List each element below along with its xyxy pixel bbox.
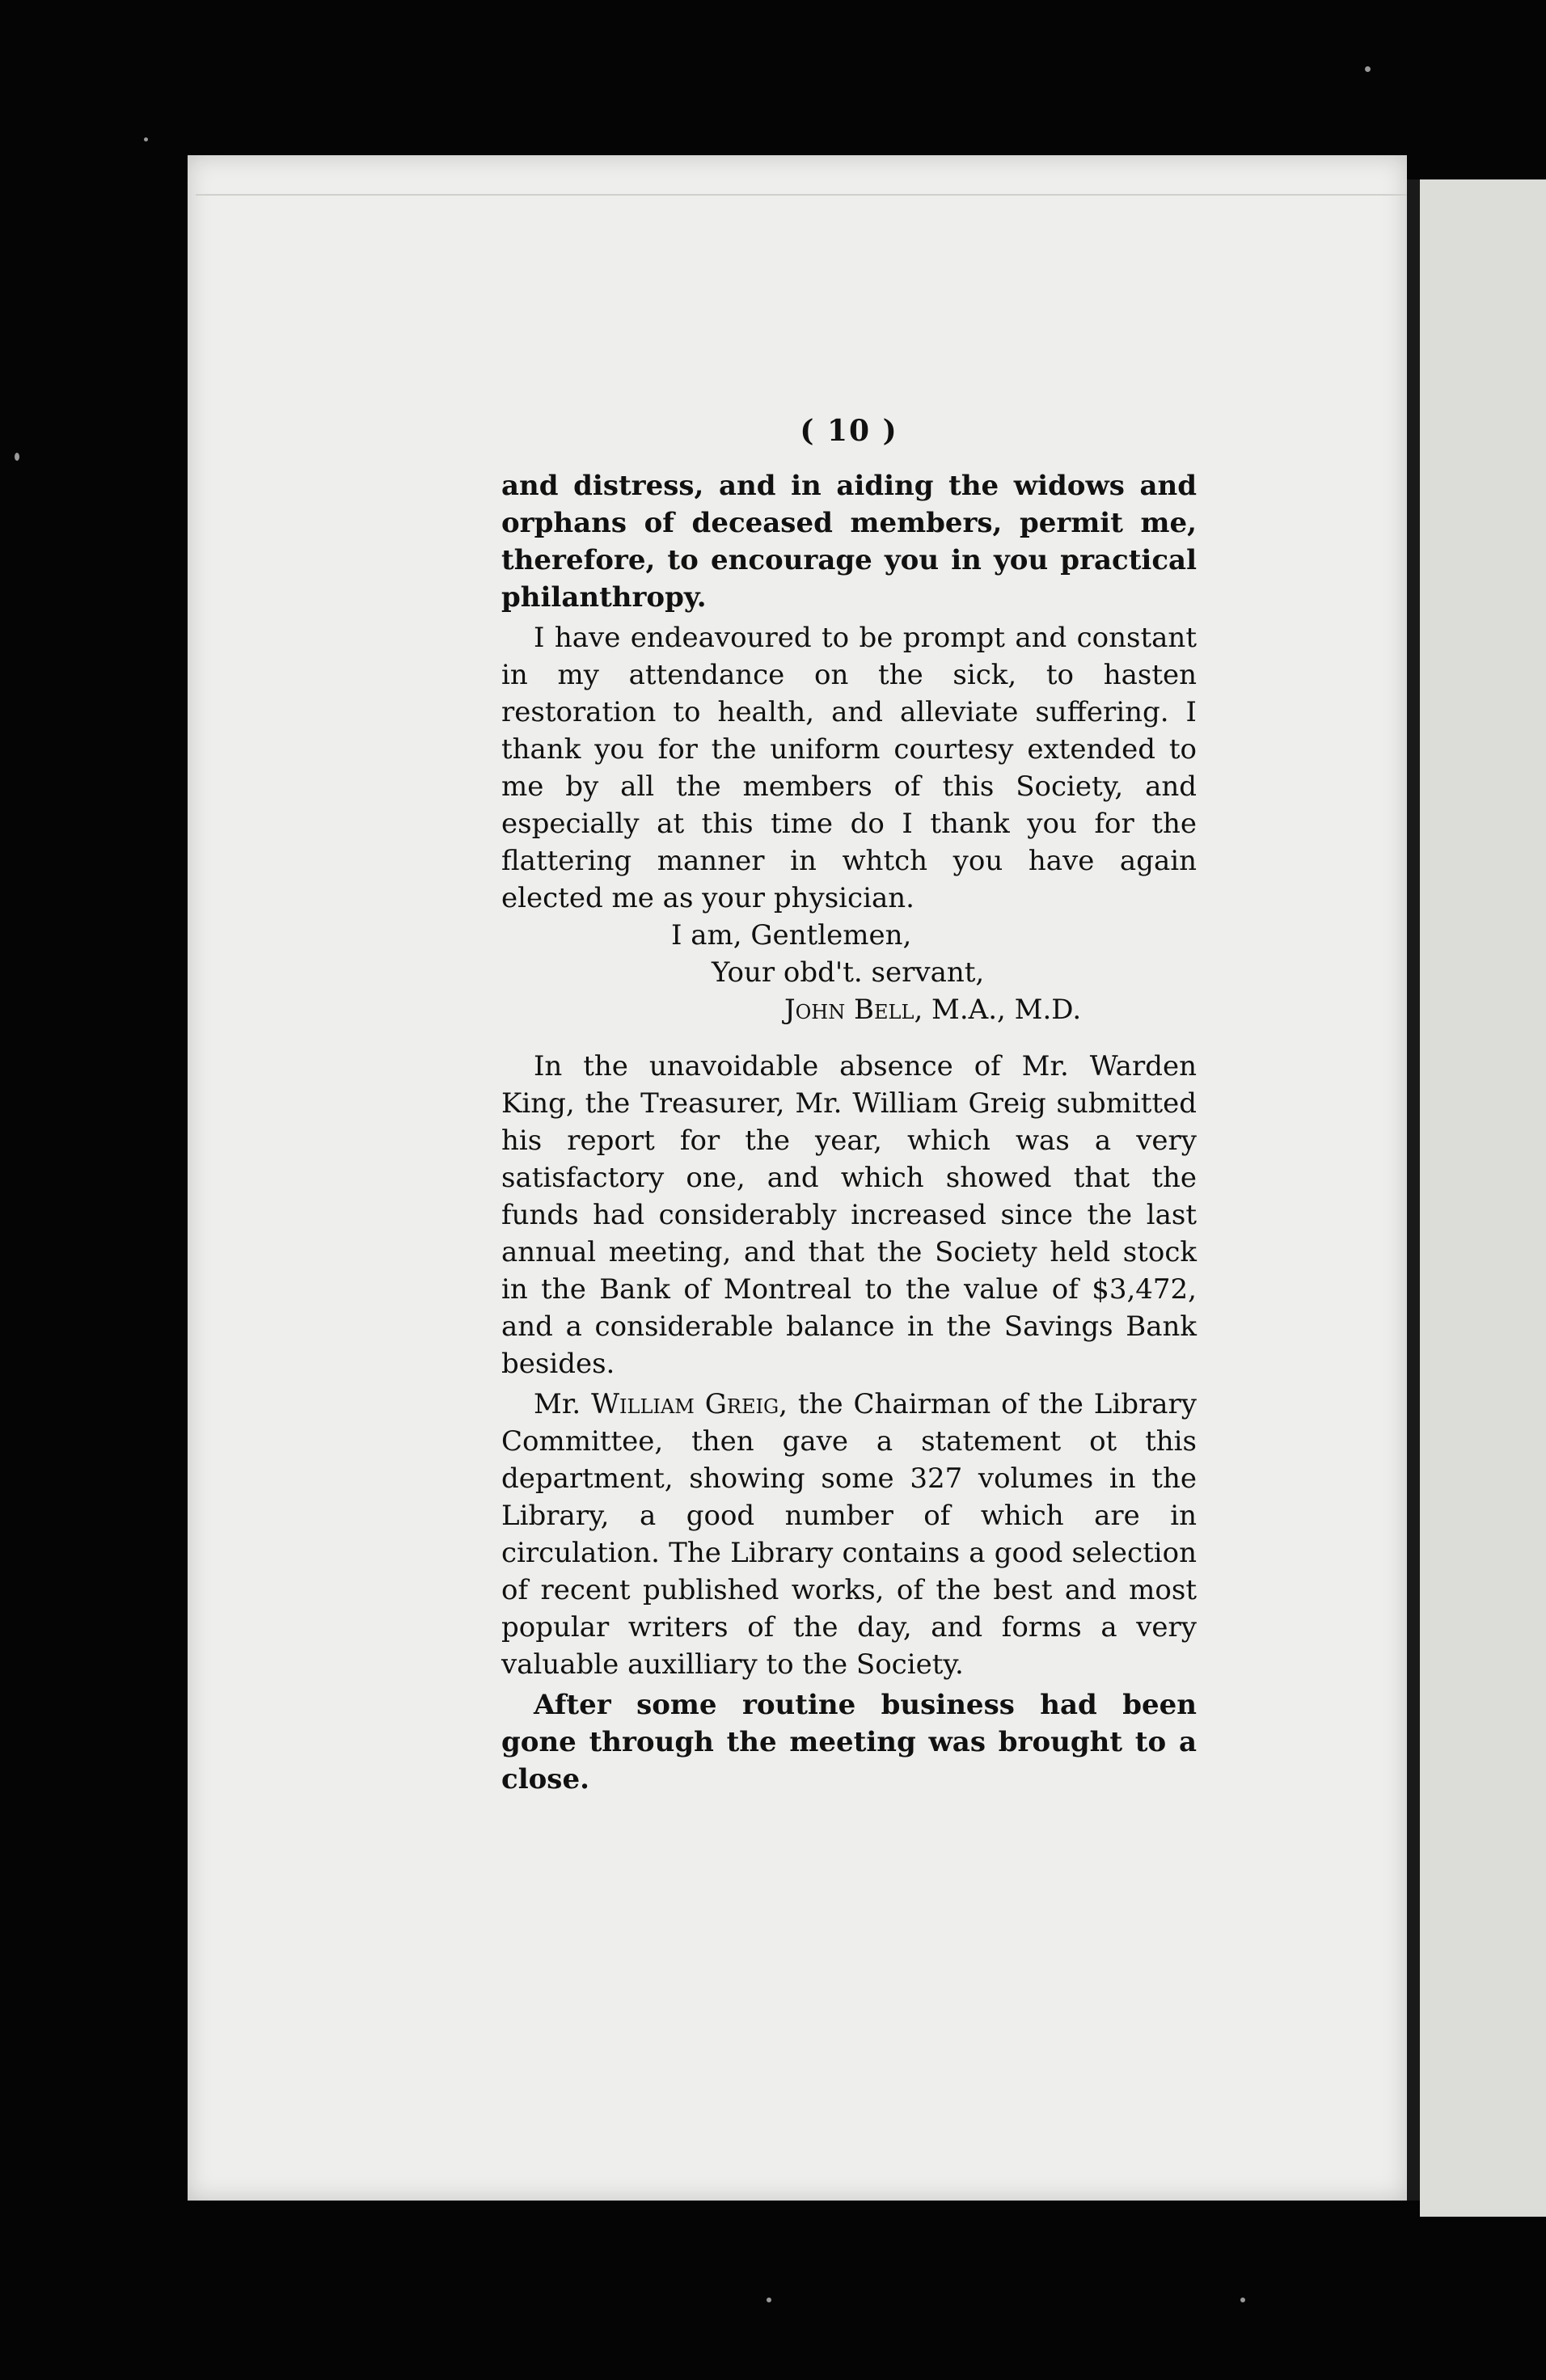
- scan-speck: [767, 2298, 771, 2302]
- scan-speck: [15, 453, 19, 461]
- book-spine-shadow: [1407, 179, 1420, 2201]
- paragraph-treasurer-report: In the unavoidable absence of Mr. Warden King, the Treasurer, Mr. William Greig submitted his report for the year, which was a very satisfactory one, and which showed that the funds had considerably increased since the last annual meeting, and that the Society held stock in the Bank of Montreal to the value of $3,472, and a considerable balance in the Savings Bank besides.: [501, 1050, 1197, 1380]
- signature: [501, 991, 1197, 1028]
- signature-name: John Bell: [784, 994, 915, 1026]
- scan-speck: [144, 137, 148, 141]
- section-spacer: [501, 1028, 1197, 1048]
- page-edge-line: [196, 194, 1407, 196]
- paragraph-continuation: and distress, and in aiding the widows and orphans of deceased members, permit me, therefore, to encourage you in you practical philanthropy.: [501, 470, 1197, 614]
- scan-speck: [1365, 66, 1371, 72]
- paragraph-physician-report: I have endeavoured to be prompt and constant in my attendance on the sick, to hasten restoration to health, and alleviate suffering. I thank you for the uniform courtesy extended to me by all the members of this Society, and especially at this time do I thank you for the flattering manner in whtch you have again elected me as your physician.: [501, 622, 1197, 914]
- signature-degrees: , M.A., M.D.: [914, 994, 1082, 1026]
- library-report-body: , the Chairman of the Library Committee, then gave a statement ot this department, showing some 327 volumes in the Library, a good number of which are in circulation. The Library contains a good selection of recent published works, of the best and most popular writers of the day, and forms a very valuable auxilliary to the Society.: [501, 1388, 1198, 1681]
- paragraph-library-report: [501, 1386, 1197, 1683]
- document-text-block: [501, 412, 1197, 1798]
- chairman-name: William Greig: [591, 1388, 779, 1420]
- closing-salutation: I am, Gentlemen,: [671, 919, 912, 952]
- closing-servant: Your obd't. servant,: [712, 956, 985, 989]
- page-number: ( 10 ): [800, 414, 898, 448]
- paragraph-closing-business: After some routine business had been gone through the meeting was brought to a close.: [501, 1689, 1197, 1796]
- scan-speck: [1240, 2298, 1245, 2302]
- library-report-prefix: Mr.: [534, 1388, 592, 1420]
- facing-page-edge: [1420, 179, 1546, 2217]
